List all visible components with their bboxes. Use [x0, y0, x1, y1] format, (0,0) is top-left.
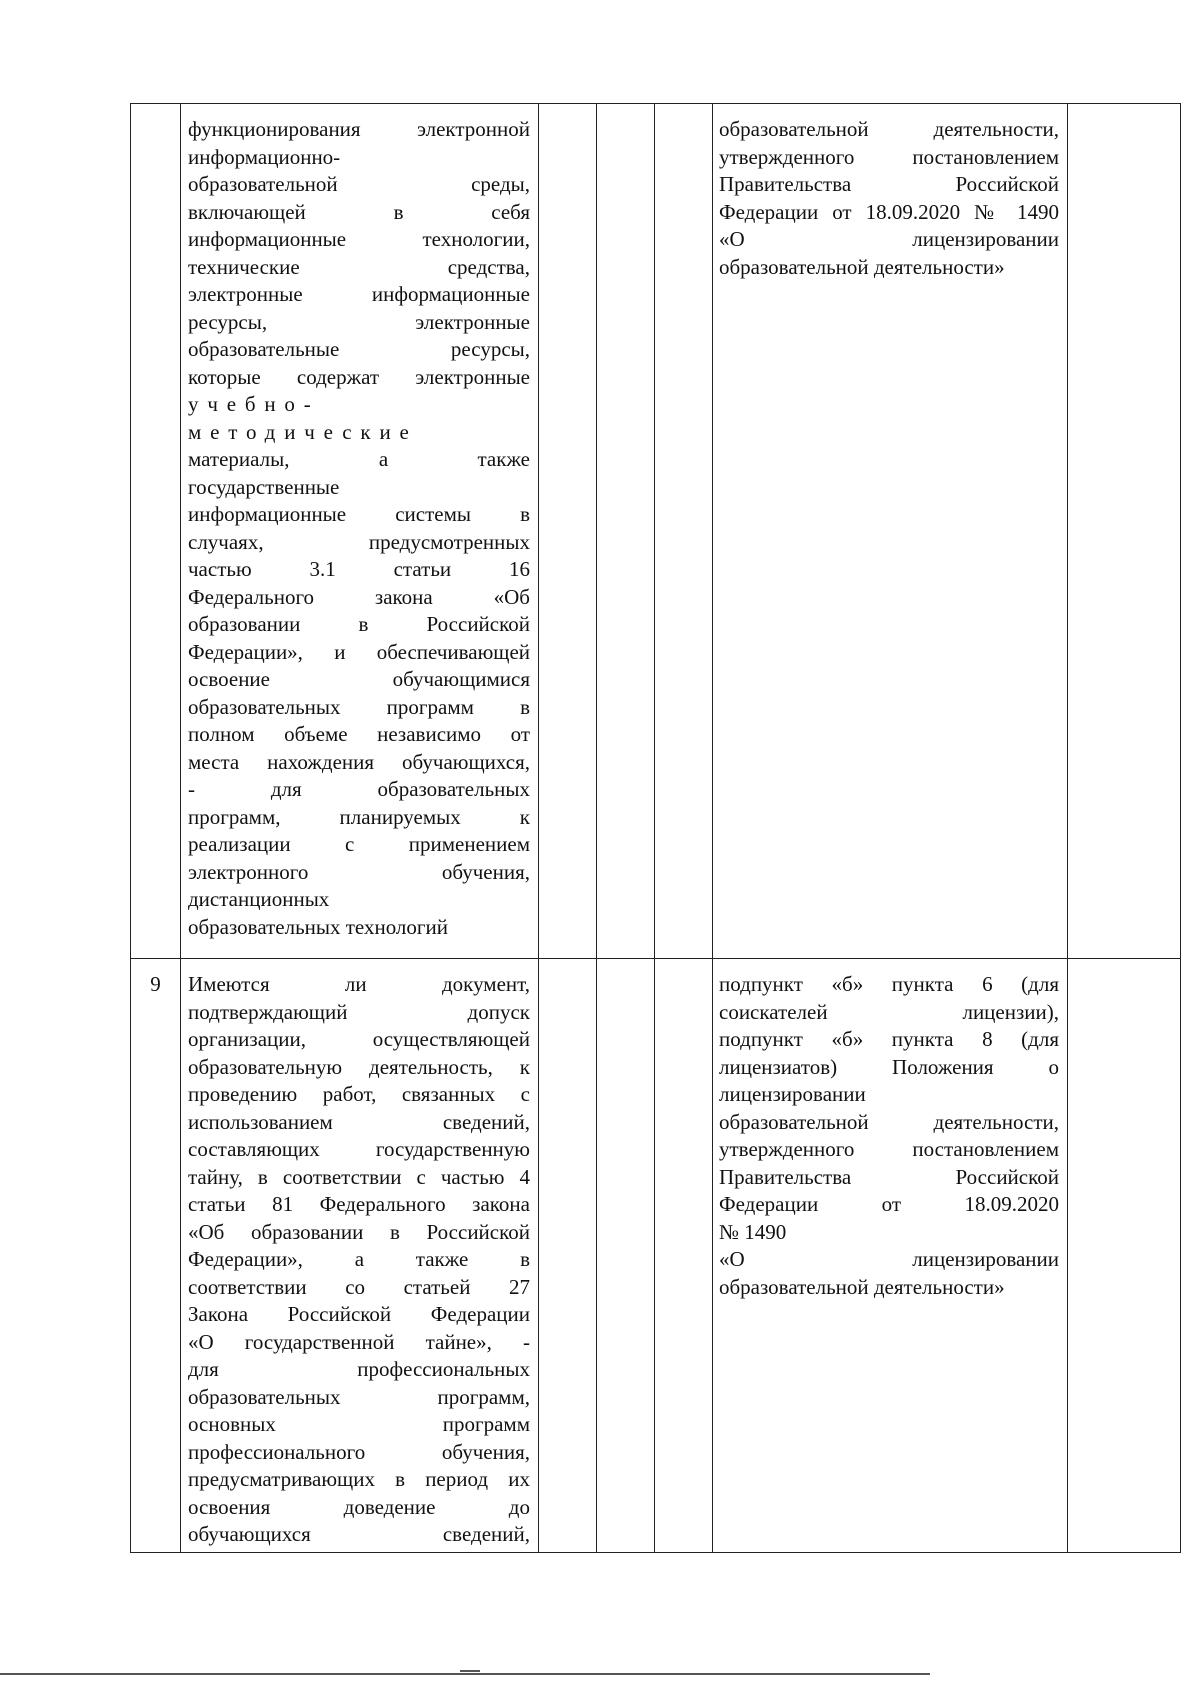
question-line: образовательных технологий — [188, 914, 448, 939]
question-line: проведению работ, связанных с — [188, 1082, 530, 1106]
question-line: Федерации», а также в — [188, 1247, 530, 1271]
reference-line: утвержденного постановлением — [719, 144, 1059, 169]
row-number: 9 — [150, 972, 161, 996]
question-line: информационные системы в — [188, 502, 530, 526]
question-line: Федерации», и обеспечивающей — [188, 639, 530, 664]
scan-bottom-rule-mark — [460, 1670, 480, 1672]
question-line: основных программ — [188, 1412, 530, 1436]
question-line: для профессиональных — [188, 1357, 530, 1381]
reference-line: лицензировании — [719, 1082, 866, 1106]
question-line: образовательные ресурсы, — [188, 337, 530, 361]
question-line: Имеются ли документ, — [188, 972, 530, 996]
question-line: информационно- — [188, 144, 341, 169]
question-line: образовательных программ, — [188, 1384, 530, 1409]
reference-line: образовательной деятельности, — [719, 1109, 1059, 1134]
question-line: электронного обучения, — [188, 859, 530, 884]
question-line: частью 3.1 статьи 16 — [188, 557, 530, 581]
question-line: электронные информационные — [188, 282, 530, 306]
question-line: включающей в себя — [188, 199, 530, 224]
reference-line: № 1490 — [719, 1219, 787, 1244]
question-text — [181, 959, 538, 1551]
empty-cell — [655, 959, 713, 1553]
question-line: ресурсы, электронные — [188, 309, 530, 334]
requirements-table — [130, 103, 1181, 1553]
empty-cell — [539, 959, 597, 1553]
reference-line: «О лицензировании — [719, 227, 1059, 251]
question-line: государственные — [188, 474, 340, 499]
question-line: - для образовательных — [188, 777, 530, 801]
question-line: тайну, в соответствии с частью 4 — [188, 1164, 530, 1189]
table-row — [131, 104, 1181, 959]
question-line: случаях, предусмотренных — [188, 529, 530, 554]
question-line: дистанционных — [188, 887, 330, 911]
question-line: предусматривающих в период их — [188, 1467, 530, 1491]
empty-cell — [597, 104, 655, 959]
question-line: использованием сведений, — [188, 1109, 530, 1134]
reference-text — [713, 104, 1067, 283]
question-line: функционирования электронной — [188, 117, 530, 141]
empty-cell — [655, 104, 713, 959]
reference-line: соискателей лицензии), — [719, 999, 1059, 1024]
reference-cell — [713, 104, 1068, 959]
reference-line: «О лицензировании — [719, 1247, 1059, 1271]
row-number-cell — [131, 104, 181, 959]
question-line: освоение обучающимися — [188, 667, 530, 691]
question-line: подтверждающий допуск — [188, 999, 530, 1024]
reference-cell — [713, 959, 1068, 1553]
question-line: места нахождения обучающихся, — [188, 749, 530, 774]
question-line: Федерального закона «Об — [188, 584, 530, 609]
reference-line: Правительства Российской — [719, 172, 1059, 196]
question-line: обучающихся сведений, — [188, 1522, 530, 1546]
reference-line: образовательной деятельности» — [719, 1274, 1005, 1299]
reference-text — [713, 959, 1067, 1303]
question-line: учебно-методические — [188, 392, 418, 444]
question-text — [181, 104, 538, 943]
question-line: образовательную деятельность, к — [188, 1054, 530, 1079]
question-line: образовательной среды, — [188, 172, 530, 196]
question-line: образовательных программ в — [188, 694, 530, 719]
question-line: составляющих государственную — [188, 1137, 530, 1161]
question-line: информационные технологии, — [188, 227, 530, 251]
question-line: статьи 81 Федерального закона — [188, 1192, 530, 1216]
reference-line: Федерации от 18.09.2020 — [719, 1192, 1059, 1216]
reference-line: Правительства Российской — [719, 1164, 1059, 1189]
question-line: образовании в Российской — [188, 612, 530, 636]
question-line: Закона Российской Федерации — [188, 1302, 530, 1326]
reference-line: Федерации от 18.09.2020 № 1490 — [719, 199, 1059, 224]
question-line: реализации с применением — [188, 832, 530, 856]
question-line: соответствии со статьей 27 — [188, 1274, 530, 1299]
row-number-cell — [131, 959, 181, 1553]
question-line: которые содержат электронные — [188, 364, 530, 389]
reference-line: утвержденного постановлением — [719, 1137, 1059, 1161]
question-line: материалы, а также — [188, 447, 530, 471]
scan-bottom-rule — [0, 1673, 930, 1675]
reference-line: подпункт «б» пункта 8 (для — [719, 1027, 1059, 1051]
note-cell — [1068, 959, 1181, 1553]
question-line: освоения доведение до — [188, 1494, 530, 1519]
question-cell — [181, 104, 539, 959]
question-line: организации, осуществляющей — [188, 1027, 530, 1051]
reference-line: образовательной деятельности, — [719, 117, 1059, 141]
question-line: профессионального обучения, — [188, 1439, 530, 1464]
empty-cell — [539, 104, 597, 959]
question-line: «О государственной тайне», - — [188, 1329, 530, 1354]
reference-line: лицензиатов) Положения о — [719, 1054, 1059, 1079]
question-cell — [181, 959, 539, 1553]
question-line: полном объеме независимо от — [188, 722, 530, 746]
empty-cell — [597, 959, 655, 1553]
question-line: технические средства, — [188, 254, 530, 279]
question-line: программ, планируемых к — [188, 804, 530, 829]
reference-line: образовательной деятельности» — [719, 254, 1005, 279]
reference-line: подпункт «б» пункта 6 (для — [719, 972, 1059, 996]
question-line: «Об образовании в Российской — [188, 1219, 530, 1244]
note-cell — [1068, 104, 1181, 959]
row-number — [131, 104, 180, 116]
table-row — [131, 959, 1181, 1553]
